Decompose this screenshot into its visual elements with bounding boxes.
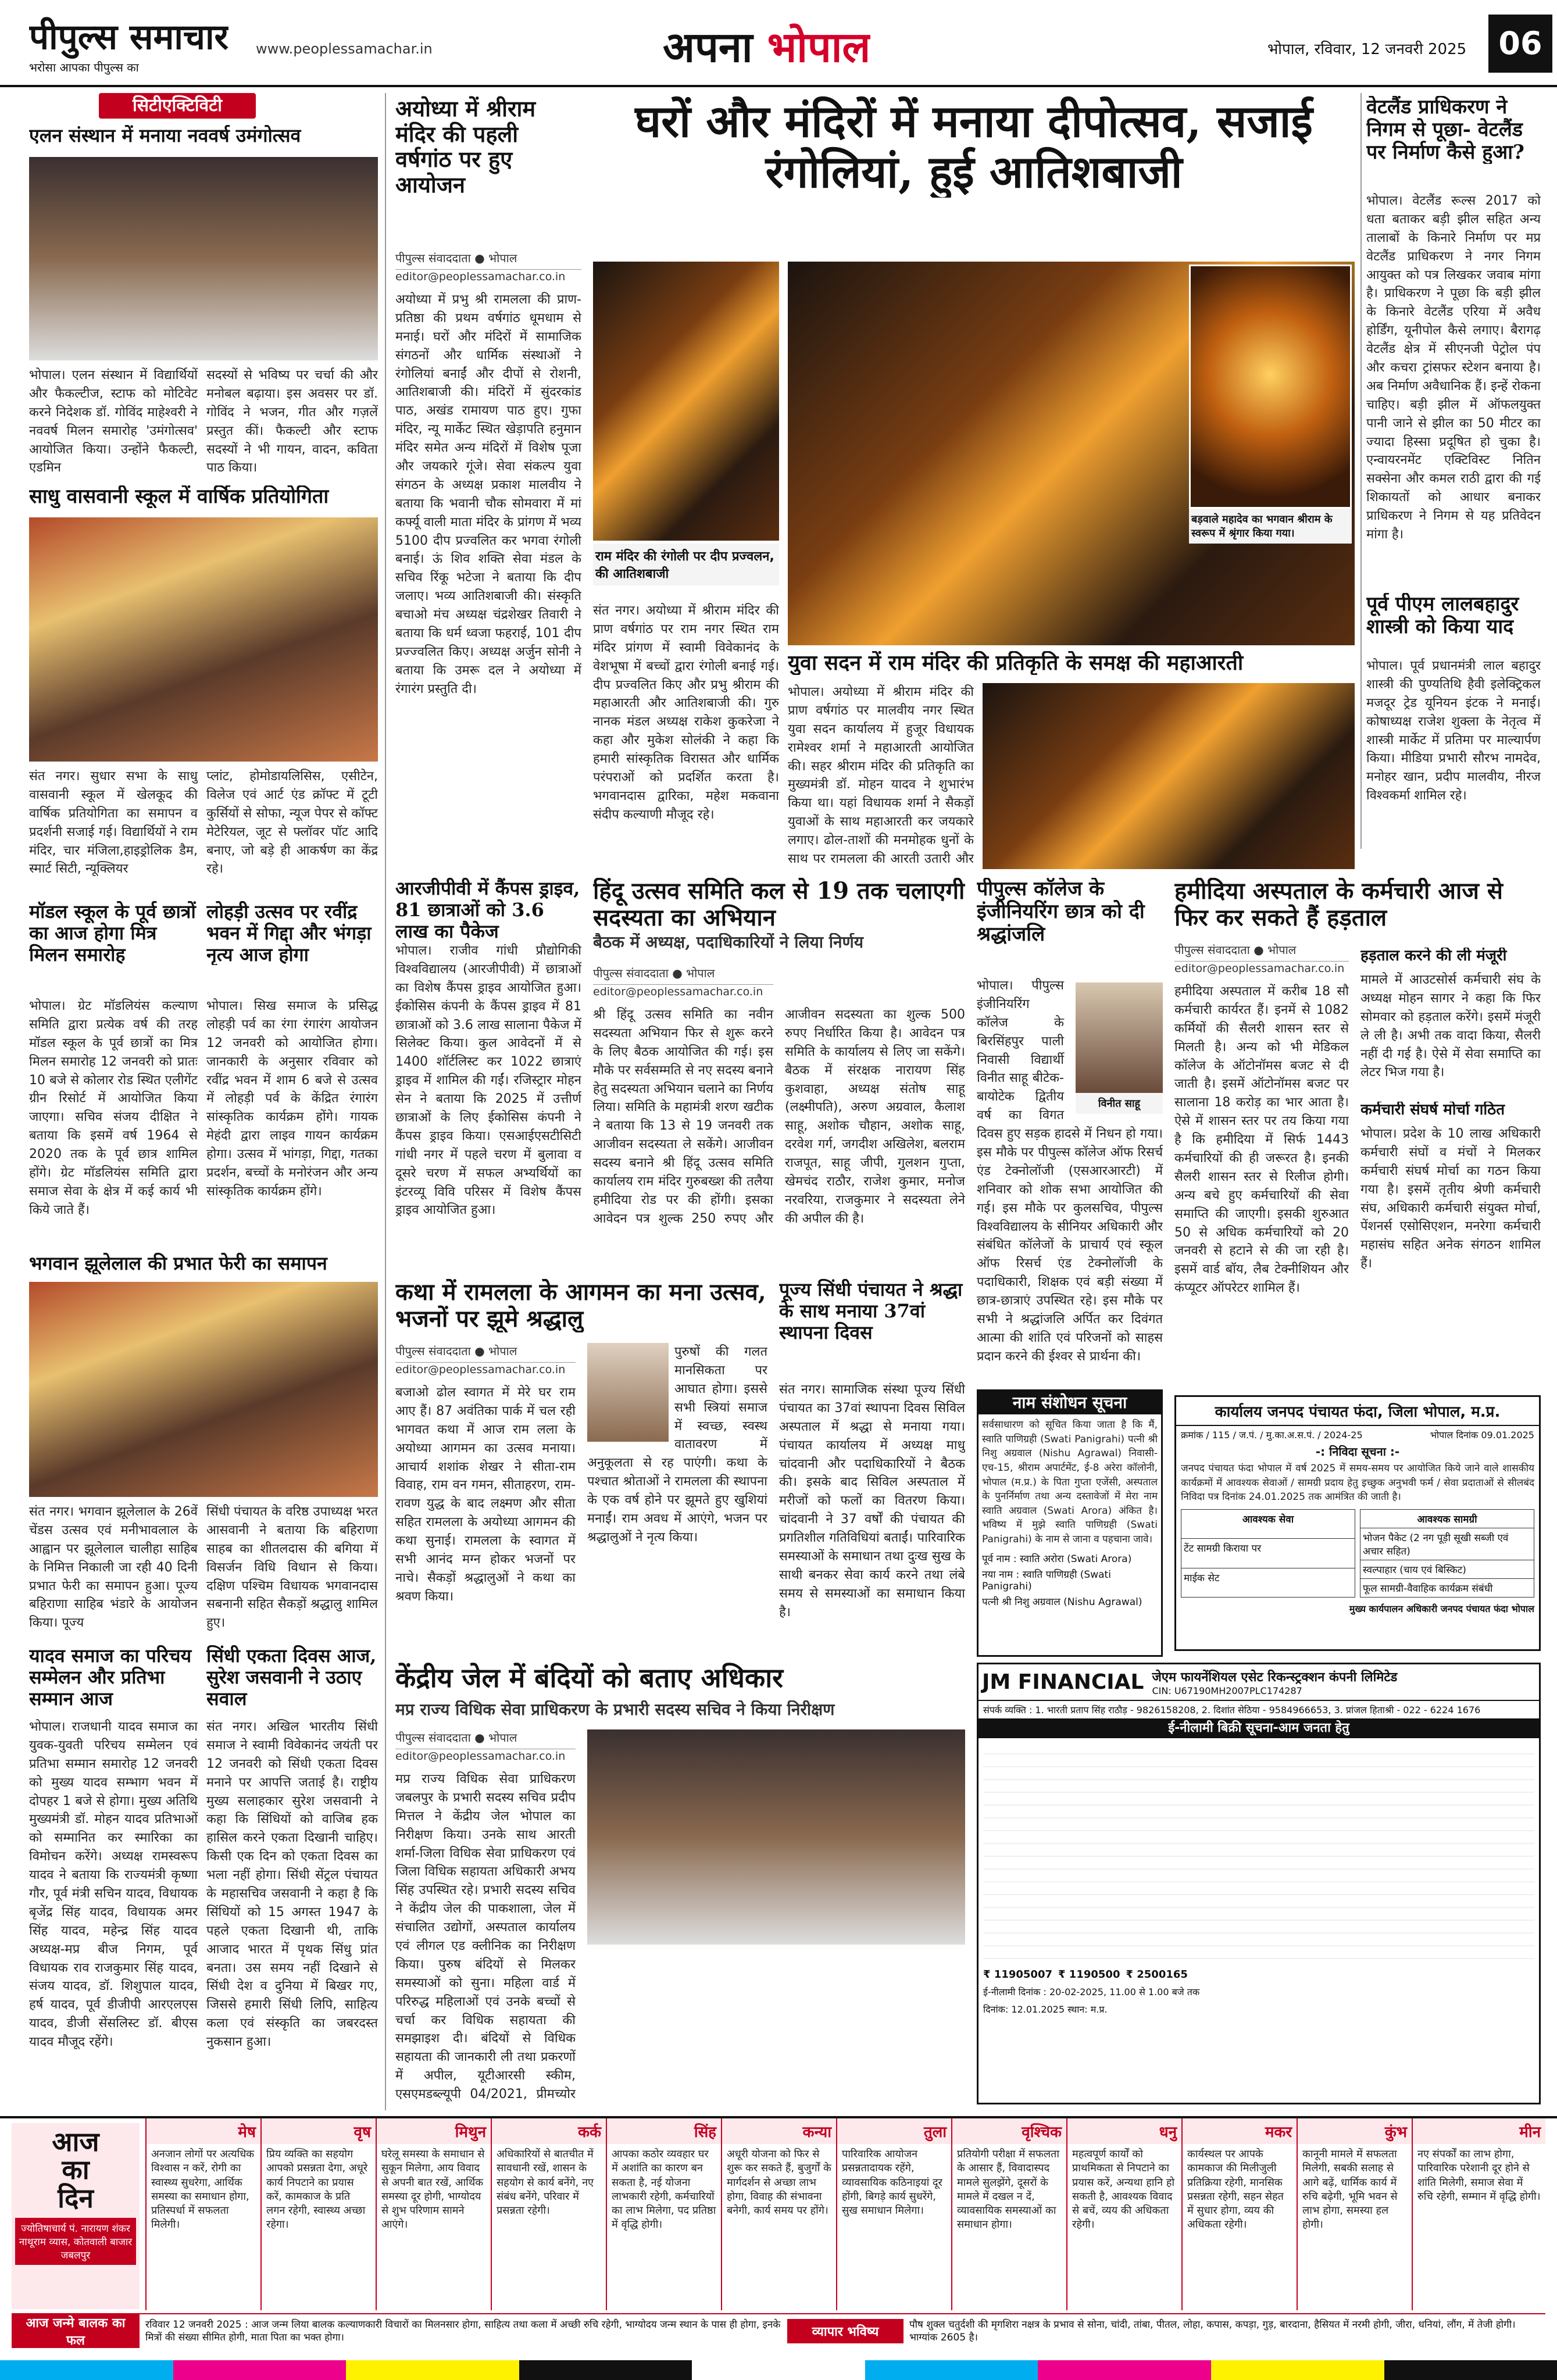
jhulelal-photo [29,1282,378,1497]
vaswani-body-right: प्लांट, होमोडायलिसिस, एसीटेन, विलेज एवं आर्ट एंड क्रॉफ्ट में टूटी कुर्सियों से सोफा, न्यूज पेपर से कॉफ्ट मेटेरियल, जूट से फ्लॉवर पॉट आदि बनाए, जो बड़े ही आकर्षण का केंद्र रहे। [206,769,378,877]
jm-notice-text [983,1742,1534,1963]
allen-body-right: सदस्यों से भविष्य पर चर्चा की और मनोबल बढ़ाया। इस अवसर पर डॉ. गोविंद ने भजन, गीत और गज़लें प्रस्तुत कीं। फैकल्टी और स्टाफ सदस्यों ने भी गायन, वादन, कविता पाठ किया। [206,368,378,476]
ramlalla-quote: पुरुषों की गलत मानसिकता पर आघात होगा। इससे सभी स्त्रियां समाज में स्वच्छ, स्वस्थ वातावरण में अनुकूलता से रह पाएंगी। कथा के पश्चात श्रोताओं ने रामलला की स्थापना के एक वर्ष होने पर झूमते हुए खुशियां मनाईं। राम अवध में आएंगे, भजन पर श्रद्धालुओं ने नृत्य किया। [587,1345,767,1545]
tender-ref: क्रमांक / 115 / ज.पं. / मु.का.अ.स.पं. / 2024-25 [1181,1430,1363,1441]
name-change-head: नाम संशोधन सूचना [979,1391,1161,1414]
jm-contact: संपर्क व्यक्ति : 1. भारती प्रताप सिंह राठौड़ - 9826158208, 2. दिशांत सेठिया - 9584966653, 3. प्रांजल हिताश्री - 022 - 6224 1676 [983,1704,1481,1716]
name-change-body: सर्वसाधारण को सूचित किया जाता है कि मैं, स्वाति पाणिग्रही (Swati Panigrahi) पत्नी श्री निशु अग्रवाल (Nishu Agrawal) निवासी-एच-15, श्रीराम अपार्टमेंट, ई-8 अरेरा कॉलोनी, भोपाल (म.प्र.) के पिता गुप्ता एजेंसी, अस्पताल के पुनर्निर्माण तथा अन्य दस्तावेजों में मेरा नाम स्वाति अग्रवाल (Swati Arora) अंकित है। भविष्य में मुझे स्वाति पाणिग्रही (Swati Panigrahi) के नाम से जाना व पहचाना जावे। [982,1419,1158,1546]
tender-head: कार्यालय जनपद पंचायत फंदा, जिला भोपाल, म.प्र. [1176,1397,1539,1426]
vaswani-body-left: संत नगर। सुधार सभा के साधु वासवानी स्कूल में खेलकूद की वार्षिक प्रतियोगिता का समापन व प्रदर्शनी सजाई गई। विद्यार्थियों ने राम मंदिर, चार मंजिला,हाइड्रोलिक डैम, स्मार्ट सिटी, न्यूक्लियर [29,769,198,877]
masthead [0,0,1557,87]
name-change-new: नया नाम : स्वाति पाणिग्रही (Swati Panigrahi) [982,1568,1111,1592]
horoscope-title: आज का दिन ज्योतिषाचार्य पं. नारायण शंकर नाथूराम व्यास, कोतवाली बाजार जबलपुर [12,2123,140,2309]
hamidia-email[interactable]: editor@peoplessamachar.co.in [1174,962,1345,975]
yadav-body: भोपाल। राजधानी यादव समाज का युवक-युवती परिचय सम्मेलन एवं प्रतिभा सम्मान समारोह 12 जनवरी को मुख्य यादव सम्भाग भवन में दोपहर 1 बजे से होगा। मुख्य अतिथि मुख्यमंत्री डॉ. मोहन यादव प्रतिभाओं को सम्मानित कर स्मारिका का विमोचन करेंगे। अध्यक्ष रामस्वरूप यादव ने बताया कि राज्यमंत्री कृष्णा गौर, पूर्व मंत्री सचिन यादव, विधायक बृजेंद्र सिंह यादव, विधायक अमर सिंह यादव, महेन्द्र सिंह यादव अध्यक्ष-मप्र बीज निगम, पूर्व विधायक राव राजकुमार सिंह यादव, संजय यादव, डॉ. शिशुपाल यादव, हर्ष यादव, पूर्व डीजीपी आरएलएस यादव, डीजी सेंसलिस्ट डॉ. बीएस यादव मौजूद रहेंगे। [29,1720,198,2050]
column-divider [1360,93,1362,849]
astrologer: ज्योतिषाचार्य पं. नारायण शंकर नाथूराम व्यास, कोतवाली बाजार जबलपुर [15,2218,136,2265]
ramlalla-body: बजाओ ढोल स्वागत में मेरे घर राम आए हैं। 87 अवंतिका पार्क में चल रही भागवत कथा में आज राम लला के अयोध्या आगमन का उत्सव मनाया। आचार्य शशांक शेखर ने सीता-राम विवाह, राम वन गमन, सीताहरण, राम-रावण युद्ध के बाद लक्ष्मण और सीता सहित रामलला के अयोध्या आगमन की कथा सुनाई। रामलला के स्वागत में सभी आनंद मग्न होकर भजनों पर नाचे। सैकड़ों श्रद्धालुओं ने कथा का श्रवण किया। [395,1385,576,1604]
business-label: व्यापार भविष्य [787,2319,904,2343]
vaswani-photo [29,517,378,762]
jm-due: ₹ 2500165 [1126,1968,1188,1981]
jhulelal-body-right: सिंधी पंचायत के वरिष्ठ उपाध्यक्ष भरत आसवानी ने बताया कि बहिराणा साहब का शीतलदास की बगिया में विसर्जन विधि विधान से किया। दक्षिण पश्चिम विधायक भगवानदास सबनानी सहित सैकड़ों श्रद्धालु शामिल हुए। [206,1505,378,1631]
lead-body: संत नगर। अयोध्या में श्रीराम मंदिर की प्राण वर्षगांठ पर राम नगर स्थित राम मंदिर प्रांगण में स्वामी विवेकानंद के वेशभूषा में बच्चों द्वारा रंगोली बनाई गई। दीप प्रज्वलित किए और प्रभु श्रीराम की महाआरती और आतिशबाजी की। गुरु नानक मंडल अध्यक्ष राकेश कुकरेजा ने कहा और मुकेश सोलंकी ने कहा कि हमारी सांस्कृतिक विरासत और धार्मिक परंपराओं को प्रदर्शित करता है। भगवानदास द्वारिका, महेश मकवाना संदीप कल्याणी मौजूद रहे। [593,603,779,822]
jail-headline: केंद्रीय जेल में बंदियों को बताए अधिकार [395,1663,783,1693]
zodiac-vrishchik: वृश्चिक प्रतियोगी परीक्षा में सफलता के आसार हैं, विवादास्पद मामले सुलझेंगे, दूसरों के मामले में दखल न दें, व्यावसायिक समस्याओं का समाधान होगा। [951,2118,1066,2310]
lead-photo-caption: राम मंदिर की रंगोली पर दीप प्रज्वलन, की आतिशबाजी [593,544,779,585]
vaswani-headline: साधु वासवानी स्कूल में वार्षिक प्रतियोगिता [29,485,329,508]
ayodhya-email[interactable]: editor@peoplessamachar.co.in [395,270,566,283]
lead-photo-rangoli [593,262,779,541]
hamidia-headline: हमीदिया अस्पताल के कर्मचारी आज से फिर कर सकते हैं हड़ताल [1174,878,1503,931]
jm-emd: ₹ 1190500 [1058,1968,1120,1981]
model-school-headline: मॉडल स्कूल के पूर्व छात्रों का आज होगा मित्र मिलन समारोह [29,901,196,966]
hamidia-body: हमीदिया अस्पताल में करीब 18 सौ कर्मचारी कार्यरत हैं। इनमें से 1082 कर्मियों की सैलरी शासन स्तर से मिलती है। अन्य को भी मेडिकल कॉलेज के ऑटोनॉमस बजट से दी जाती है। इसमें ऑटोनॉमस बजट पर सालाना 18 करोड़ का भार आता है। ऐसे में शासन स्तर पर तय किया गया है कि हमीदिया में सिर्फ 1443 कर्मचारियों की ही जरूरत है। इनकी सैलरी शासन स्तर से रिलीज होगी। अन्य बचे हुए कर्मचारियों की सेवा समाप्ति की जाएगी। इसकी शुरुआत 50 से अधिक कर्मचारियों को 20 जनवरी से हटाने से की जा रही है। इसमें वार्ड बॉय, लैब टेक्नीशियन और कंप्यूटर ऑपरेटर शामिल हैं। [1174,984,1349,1296]
sindhi-ekta-headline: सिंधी एकता दिवस आज, सुरेश जसवानी ने उठाए सवाल [206,1645,377,1710]
print-color-bar [0,2360,1557,2380]
zodiac-vrish: वृष प्रिय व्यक्ति का सहयोग आपको प्रसन्नता देगा, अधूरे कार्य निपटाने का प्रयास करें, कामकाज के प्रति लगन रहेगी, स्वास्थ्य अच्छा रहेगा। [260,2118,376,2310]
name-change-notice [977,1389,1163,1657]
zodiac-kumbh: कुंभ कानूनी मामले में सफलता मिलेगी, सबकी सलाह से आगे बढ़ें, धार्मिक कार्य में रुचि बढ़ेगी, भूमि भवन से लाभ होगा, समस्या हल होगी। [1297,2118,1412,2310]
hindu-utsav-body: श्री हिंदू उत्सव समिति का नवीन सदस्यता अभियान फिर से शुरू करने के लिए बैठक आयोजित की गई। इस मौके पर सर्वसम्मति से नए सदस्य बनाने हेतु सदस्यता अभियान चलाने का निर्णय लिया। समिति के महामंत्री शरण खटीक ने बताया कि 13 से 19 जनवरी तक आजीवन सदस्यता ले सकेंगे। आजीवन सदस्य बनाने श्री हिंदू उत्सव समिति कार्यालय राम मंदिर गुरुबख्श की तलैया हमीदिया रोड पर की होंगी। इसका आवेदन पत्र शुल्क 250 रुपए और आजीवन सदस्यता का शुल्क 500 रुपए निर्धारित किया है। आवेदन पत्र समिति के कार्यालय से लिए जा सकेंगे। बैठक में संरक्षक नारायण सिंह कुशवाहा, अध्यक्ष संतोष साहू (लक्ष्मीपति), अरुण अग्रवाल, कैलाश साहू, अशोक चौहान, अशोक साहू, दरवेश गर्ग, जगदीश अखिलेश, बलराम राजपूत, साहू जीपी, गुलशन गुप्ता, खेमचंद राठौर, राजेश कुमार, मनोज नरवरिया, राजकुमार ने सदस्यता लेने की अपील की है। [593,1007,965,1226]
hindu-utsav-headline: हिंदू उत्सव समिति कल से 19 तक चलाएगी सदस्यता का अभियान [593,878,965,931]
yuva-sadan-photo [983,683,1355,869]
lohri-body: भोपाल। सिख समाज के प्रसिद्ध लोहड़ी पर्व का रंगा रंगारंग आयोजन 12 जनवरी को आयोजित होगा। जानकारी के अनुसार रविवार को रवींद्र भवन में शाम 6 बजे से उत्सव में लोहड़ी पर्व के केंद्रित रंगारंग सांस्कृतिक कार्यक्रम होंगे। गायक मेहंदी द्वारा लाइव गायन कार्यक्रम होगा। उत्सव में भांगड़ा, गिद्दा, गतका प्रदर्शन, बच्चों के मनोरंजन और अन्य सांस्कृतिक कार्यक्रम होंगे। [206,999,378,1199]
model-school-body: भोपाल। ग्रेट मॉडलियंस कल्याण समिति द्वारा प्रत्येक वर्ष की तरह मॉडल स्कूल के पूर्व छात्रों का मित्र मिलन समारोह 12 जनवरी को प्रातः 10 बजे से कोलार रोड स्थित एलीगेंट ग्रीन रिसोर्ट में आयोजित किया जाएगा। सचिव संजय दीक्षित ने बताया कि इसमें वर्ष 1964 से 2020 तक के पूर्व छात्र शामिल होंगे। ग्रेट मॉडलियंस समिति द्वारा समाज सेवा के क्षेत्र में कई कार्य भी किये जाते हैं। [29,999,198,1217]
jm-reserve: ₹ 11905007 [983,1968,1052,1981]
rgpv-body: भोपाल। राजीव गांधी प्रौद्योगिकी विश्वविद्यालय (आरजीपीवी) में छात्राओं का विशेष कैंपस ड्राइव आयोजित हुआ। ईकोसिस कंपनी के कैंपस ड्राइव में 81 छात्राओं को 3.6 लाख सालाना पैकेज में सिलेक्ट किया। कुल आवेदनों में से 1400 शॉर्टलिस्ट कर 1022 छात्राएं ड्राइव में शामिल की गईं। रजिस्ट्रार मोहन सेन ने बताया कि 2025 में उत्तीर्ण छात्राओं के लिए ईकोसिस कंपनी ने कैंपस ड्राइव किया। एसआईएसटीसिटी गांधी नगर में पहले चरण में बुलावा व दूसरे चरण में सफल अभ्यर्थियों का इंटरव्यू विवि परिसर में विशेष कैंपस ड्राइव आयोजित हुआ। [395,944,581,1218]
morcha-head: कर्मचारी संघर्ष मोर्चा गठित [1360,1102,1505,1118]
yuva-sadan-body: भोपाल। अयोध्या में श्रीराम मंदिर की प्राण वर्षगांठ पर मालवीय नगर स्थित युवा सदन कार्यालय में हुजूर विधायक रामेश्वर शर्मा ने महाआरती आयोजित की। सहर श्रीराम मंदिर की प्रतिकृति का मुख्यमंत्री डॉ. मोहन यादव ने शुभारंभ किया था। यहां विधायक शर्मा ने सैकड़ों युवाओं के साथ महाआरती कर जयकारे लगाए। ढोल-ताशों की मनमोहक धुनों के साथ पर रामलला की आरती उतारी और [788,685,974,867]
page-number: 06 [1488,15,1552,73]
section-title: अपना भोपाल [663,23,871,72]
jail-body: मप्र राज्य विधिक सेवा प्राधिकरण जबलपुर के प्रभारी सदस्य सचिव प्रदीप मित्तल ने केंद्रीय जेल भोपाल का निरीक्षण किया। उनके साथ आरती शर्मा-जिला विधिक सेवा प्राधिकरण एवं जिला विधिक सहायता अधिकारी अभय सिंह उपस्थित रहे। प्रभारी सदस्य सचिव ने केंद्रीय जेल की पाकशाला, जेल में संचालित उद्योगों, अस्पताल कार्यालय एवं लीगल एड क्लीनिक का निरीक्षण किया। पुरुष बंदियों से मिलकर समस्याओं को सुना। महिला वार्ड में परिरुद्ध महिलाओं एवं उनके बच्चों से चर्चा कर विधिक सहायता की समझाइश दी। बंदियों से विधिक सहायता की जानकारी ली तथा प्रकरणों में अपील, यूटीआरसी स्कीम, एसएमडब्ल्यूपी 04/2021, प्रीमच्योर [395,1772,576,2102]
jail-photo [587,1729,965,1945]
jm-auction-date: ई-नीलामी दिनांक : 20-02-2025, 11.00 से 1.00 बजे तक [983,1986,1200,1997]
jail-byline: पीपुल्स संवाददाता ● भोपाल [395,1729,576,1749]
jm-logo: JM FINANCIAL [982,1670,1144,1694]
mahadev-caption: बड़वाले महादेव का भगवान श्रीराम के स्वरूप में श्रृंगार किया गया। [1189,509,1352,544]
hindu-utsav-byline: पीपुल्स संवाददाता ● भोपाल [593,965,773,985]
zodiac-tula: तुला पारिवारिक आयोजन प्रसन्नतादायक रहेंगे, व्यावसायिक कठिनाइयां दूर होंगी, बिगड़े कार्य सुधरेंगे, सुख समाधान मिलेगा। [836,2118,951,2310]
column-divider [385,93,386,2110]
birthday-text: रविवार 12 जनवरी 2025 : आज जन्म लिया बालक कल्याणकारी विचारों का मिलनसार होगा, साहित्य तथा कला में अच्छी रुचि रहेगी, भाग्योदय जन्म स्थान के पास ही होगा, इनके मित्रों की संख्या सीमित होगी, माता पिता का भक्त होगा। [145,2318,781,2343]
hindu-utsav-subhead: बैठक में अध्यक्ष, पदाधिकारियों ने लिया निर्णय [593,933,863,952]
wetland-headline: वेटलैंड प्राधिकरण ने निगम से पूछा- वेटलैंड पर निर्माण कैसे हुआ? [1366,96,1524,165]
lohri-headline: लोहड़ी उत्सव पर रवींद्र भवन में गिद्दा और भंगड़ा नृत्य आज होगा [206,901,372,966]
tender-date: भोपाल दिनांक 09.01.2025 [1430,1430,1534,1441]
zodiac-singh: सिंह आपका कठोर व्यवहार घर में अशांति का कारण बन सकता है, नई योजना लाभकारी रहेगी, कर्मचारियों का लाभ मिलेगा, पद प्रतिष्ठा में वृद्धि होगी। [606,2118,721,2310]
allen-photo [29,157,378,360]
zodiac-makar: मकर कार्यस्थल पर आपके कामकाज की मिलीजुली प्रतिक्रिया रहेगी, मानसिक प्रसन्नता रहेगी, सहन सेहत में सुधार होगा, व्यय की अधिकता रहेगी। [1181,2118,1297,2310]
tender-title: -: निविदा सूचना :- [1315,1445,1400,1459]
jhulelal-headline: भगवान झूलेलाल की प्रभात फेरी का समापन [29,1253,327,1274]
horoscope-footer [12,2313,1545,2348]
lead-headline: घरों और मंदिरों में मनाया दीपोत्सव, सजाई रंगोलियां, हुई आतिशबाजी [635,96,1313,198]
peoples-college-headline: पीपुल्स कॉलेज के इंजीनियरिंग छात्र को दी श्रद्धांजलि [977,878,1145,946]
sindhi-panchayat-body: संत नगर। सामाजिक संस्था पूज्य सिंधी पंचायत का 37वां स्थापना दिवस सिविल अस्पताल में श्रद्धा से मनाया गया। पंचायत कार्यालय में अध्यक्ष माधु चांदवानी और पदाधिकारियों ने बैठक की। इसके बाद सिविल अस्पताल में मरीजों को फलों का वितरण किया। चांदवानी ने 37 वर्षों की पंचायत की प्रगतिशील गतिविधियां बताईं। पारिवारिक समस्याओं के समाधान तथा दुःख सुख के साथी बनकर सेवा कार्य करने तथा लंबे समय से समस्याओं का समाधान किया है। [779,1382,965,1620]
ramlalla-byline: पीपुल्स संवाददाता ● भोपाल [395,1343,576,1363]
birthday-label: आज जन्मे बालक का फल [12,2313,140,2348]
ayodhya-headline: अयोध्या में श्रीराम मंदिर की पहली वर्षगांठ पर हुए आयोजन [395,96,536,198]
horoscope-band [0,2116,1557,2349]
zodiac-meen: मीन नए संपर्कों का लाभ होगा, पारिवारिक परेशानी दूर होने से शांति मिलेगी, समाज सेवा में रुचि रहेगी, सम्मान में वृद्धि होगी। [1412,2118,1545,2310]
jm-company: जेएम फायनेंशियल एसेट रिकन्स्ट्रक्शन कंपनी लिमिटेड [1152,1670,1398,1685]
name-change-old: पूर्व नाम : स्वाति अरोरा (Swati Arora) [982,1553,1132,1565]
wetland-body: भोपाल। वेटलैंड रूल्स 2017 को धता बताकर बड़ी झील सहित अन्य तालाबों के किनारे निर्माण पर मप्र वेटलैंड प्राधिकरण ने नगर निगम आयुक्त को पत्र लिखकर जवाब मांगा है। प्राधिकरण ने पूछा कि बड़ी झील के किनारे वेटलैंड एरिया में अवैध होर्डिंग, यूनीपोल कैसे लगाए। बैरागढ़ वेटलैंड क्षेत्र में सीएनजी पेट्रोल पंप और कचरा ट्रांसफर स्टेशन बनाया है। अब निर्माण अवैधानिक हैं। इन्हें रोकना चाहिए। बड़ी झील में ऑफलयुक्त पानी जाने से झील का 50 मीटर का ज्यादा हिस्सा प्रदूषित हो चुका है। एन्वायरनमेंट एक्टिविस्ट नितिन सक्सेना और कमल राठी द्वारा की गई शिकायतों को आधार बनाकर प्राधिकरण ने निगम से यह प्रतिवेदन मांगा है। [1366,194,1541,542]
yuva-sadan-headline: युवा सदन में राम मंदिर की प्रतिकृति के समक्ष की महाआरती [788,651,1244,675]
jm-place-date: दिनांक: 12.01.2025 स्थान: म.प्र. [983,2004,1108,2015]
ayodhya-byline: पीपुल्स संवाददाता ● भोपाल [395,250,581,270]
student-name: विनीत साहू [1076,1093,1163,1114]
ramlalla-headline: कथा में रामलला के आगमन का मना उत्सव, भजनों पर झूमे श्रद्धालु [395,1279,766,1332]
tender-materials-table: आवश्यक सामग्री भोजन पैकेट (2 नग पूड़ी सूखी सब्जी एवं अचार सहित) स्वल्पाहार (चाय एवं बिस्किट) फूल सामग्री-वैवाहिक कार्यक्रम संबंधी [1360,1509,1534,1598]
sindhi-ekta-body: संत नगर। अखिल भारतीय सिंधी समाज ने स्वामी विवेकानंद जयंती पर 12 जनवरी को सिंधी एकता दिवस मनाने पर आपत्ति जताई है। राष्ट्रीय मुख्य सलाहकार सुरेश जसवानी ने कहा कि सिंधियों को वाजिब हक हासिल करने एकता दिखानी चाहिए। किसी एक दिन को एकता दिवस का भला नहीं होगा। सिंधी सेंट्रल पंचायत के महासचिव जसवानी ने कहा है कि सिंधियों को 15 अगस्त 1947 के पहले एकता दिखानी थी, ताकि आजाद भारत में पृथक सिंधु प्रांत बनता। उस समय नहीं दिखाने से सिंधी देश व दुनिया में बिखर गए, जिससे हमारी सिंधी लिपि, साहित्य कला एवं संस्कृति का जबरदस्त नुकसान हुआ। [206,1720,378,2050]
jm-notice-head: ई-नीलामी बिक्री सूचना-आम जनता हेतु [979,1718,1539,1738]
shastri-body: भोपाल। पूर्व प्रधानमंत्री लाल बहादुर शास्त्री की पुण्यतिथि हैवी इलेक्ट्रिकल मजदूर ट्रेड यूनियन इंटक ने मनाई। कोषाध्यक्ष राजेश शुक्ला के नेतृत्व में शास्त्री मार्केट में प्रतिमा पर माल्यार्पण किया। मीडिया प्रभारी सौरभ नामदेव, मनोहर खान, प्रदीप मालवीय, नीरज विश्वकर्मा शामिल रहे। [1366,659,1541,803]
shastri-headline: पूर्व पीएम लालबहादुर शास्त्री को किया याद [1366,593,1519,639]
rgpv-headline: आरजीपीवी में कैंपस ड्राइव, 81 छात्राओं को 3.6 लाख का पैकेज [395,878,580,942]
tender-sign: मुख्य कार्यपालन अधिकारी जनपद पंचायत फंदा भोपाल [1349,1603,1534,1614]
ramlalla-email[interactable]: editor@peoplessamachar.co.in [395,1363,566,1376]
sindhi-panchayat-headline: पूज्य सिंधी पंचायत ने श्रद्धा के साथ मनाया 37वां स्थापना दिवस [779,1279,963,1343]
peoples-college-body: भोपाल। पीपुल्स इंजीनियरिंग कॉलेज के बिरसिंहपुर पाली निवासी विद्यार्थी विनीत साहू बीटेक-बायोटेक द्वितीय वर्ष का विगत दिवस हुए सड़क हादसे में निधन हो गया। इस मौके पर पीपुल्स कॉलेज ऑफ रिसर्च एंड टेक्नोलॉजी (एसआरआरटी) में शनिवार को शोक सभा आयोजित की गई। इस मौके पर कुलसचिव, पीपुल्स विश्वविद्यालय के सीनियर अधिकारी और संबंधित कॉलेजों के प्राचार्य एवं स्कूल ऑफ रिसर्च एंड टेक्नोलॉजी के पदाधिकारी, शिक्षक एवं बड़ी संख्या में छात्र-छात्राएं उपस्थित रहे। इस मौके पर सभी ने श्रद्धांजलि अर्पित कर दिवंगत आत्मा की शांति एवं परिजनों को साहस प्रदान करने की ईश्वर से प्रार्थना की। [977,978,1163,1364]
zodiac-mithun: मिथुन घरेलू समस्या के समाधान से सुकून मिलेगा, आय विवाद से अपनी बात रखें, आर्थिक समस्या दूर होगी, भाग्योदय से शुभ परिणाम सामने आएंगे। [376,2118,491,2310]
allen-headline: एलन संस्थान में मनाया नववर्ष उमंगोत्सव [29,125,301,146]
website-url[interactable]: www.peoplessamachar.in [256,41,433,57]
jail-subhead: मप्र राज्य विधिक सेवा प्राधिकरण के प्रभारी सदस्य सचिव ने किया निरीक्षण [395,1700,835,1719]
yadav-headline: यादव समाज का परिचय सम्मेलन और प्रतिभा सम्मान आज [29,1645,192,1710]
zodiac-kark: कर्क अधिकारियों से बातचीत में सावधानी रखें, शासन के सहयोग से कार्य बनेंगे, नए संबंध बनेंगे, परिवार में प्रसन्नता रहेगी। [491,2118,606,2310]
ayodhya-body: अयोध्या में प्रभु श्री रामलला की प्राण-प्रतिष्ठा की प्रथम वर्षगांठ धूमधाम से मनाई। घरों और मंदिरों में सामाजिक संगठनों और धार्मिक संस्थाओं ने रंगोलियां बनाईं और दीपों से रोशनी, आतिशबाजी की। मंदिरों में सुंदरकांड पाठ, अखंड रामायण पाठ हुए। गुफा मंदिर, न्यू मार्केट स्थित खेड़ापति हनुमान मंदिर समेत अन्य मंदिरों में विशेष पूजा और जयकारे गूंजे। सेवा संकल्प युवा संगठन के अध्यक्ष प्रकाश मालवीय ने बताया कि भवानी चौक सोमवारा में मां कर्फ्यू वाली माता मंदिर के प्रांगण में भव्य 5100 दीप प्रज्वलित कर भगवा रंगोली बनाई। ऊं शिव शक्ति सेवा मंडल के सचिव रिंकू भटेजा ने बताया कि दीप जलाए। भव्य आतिशबाजी की। संस्कृति बचाओ मंच अध्यक्ष चंद्रशेखर तिवारी ने बताया कि धर्म ध्वजा फहराई, 101 दीप प्रज्ज्वलित किए। अध्यक्ष अर्जुन सोनी ने बताया कि उमरू दल ने अयोध्या में रंगारंग प्रस्तुति दी। [395,292,581,696]
section-tag: सिटीएक्टिविटी [99,93,256,119]
morcha-body: भोपाल। प्रदेश के 10 लाख अधिकारी कर्मचारी संघों व मंचों ने मिलकर कर्मचारी संघर्ष मोर्चा का गठन किया गया है। इसमें तृतीय श्रेणी कर्मचारी संघ, अधिकारी कर्मचारी संयुक्त मोर्चा, पेंशनर्स एसोसिएशन, मनरेगा कर्मचारी महासंघ सहित अनेक संगठन शामिल हैं। [1360,1127,1541,1271]
tender-notice [1174,1395,1541,1651]
jm-cin: CIN: U67190MH2007PLC174287 [1152,1685,1302,1696]
name-change-husband: पत्नी श्री निशु अग्रवाल (Nishu Agrawal) [982,1596,1142,1608]
hamidia-side-head: हड़ताल करने की ली मंजूरी [1360,948,1507,964]
jm-financial-ad [977,1663,1541,2104]
zodiac-dhanu: धनु महत्वपूर्ण कार्यों को प्राथमिकता से निपटाने का प्रयास करें, अन्यथा हानि हो सकती है, आवश्यक विवाद से बचें, व्यय की अधिकता रहेगी। [1066,2118,1181,2310]
business-text: पौष शुक्ल चतुर्दशी की मृगशिरा नक्षत्र के प्रभाव से सोना, चांदी, तांबा, पीतल, लोहा, कपास, कपड़ा, गुड़, बारदाना, हैसियत में नरमी होगी, जीरा, धनियां, लौंग, में तेजी होगी। भाग्यांक 2605 है। [909,2318,1516,2343]
zodiac-kanya: कन्या अधूरी योजना को फिर से शुरू कर सकते हैं, बुजुर्गों के मार्गदर्शन से अच्छा लाभ होगा, विवाह की संभावना बनेगी, कार्य समय पर होंगे। [721,2118,836,2310]
hamidia-side-body: मामले में आउटसोर्स कर्मचारी संघ के अध्यक्ष मोहन सागर ने कहा कि फिर सोमवार को हड़ताल करेंगे। इसमें मंजूरी ले ली है। अभी तक वादा किया, सैलरी नहीं दी गई है। ऐसे में सेवा समाप्ति का लेटर भिज गया है। [1360,973,1541,1080]
jhulelal-body-left: संत नगर। भगवान झूलेलाल के 26वें चेंडस उत्सव एवं मनीभावलाल के आह्वान पर झूलेलाल चालीहा साहिब के निमित्त निकाली जा रही 40 दिनी प्रभात फेरी का समापन हुआ। पूज्य बहिराणा साहिब भंडारे के आयोजन किया। पूज्य [29,1505,198,1631]
hindu-utsav-email[interactable]: editor@peoplessamachar.co.in [593,985,763,998]
hamidia-byline: पीपुल्स संवाददाता ● भोपाल [1174,942,1349,962]
zodiac-mesh: मेष अनजान लोगों पर अत्यधिक विश्वास न करें, रोगी का स्वास्थ्य सुधरेगा, आर्थिक समस्या का समाधान होगा, प्रतिस्पर्धा में सफलता मिलेगी। [145,2118,260,2310]
mahadev-photo [1189,265,1352,509]
allen-body-left: भोपाल। एलन संस्थान में विद्यार्थियों और फैकल्टीज, स्टाफ को मोटिवेट करने निदेशक डॉ. गोविंद माहेश्वरी ने नववर्ष मिलन समारोह 'उमंगोत्सव' आयोजित किया। उन्होंने फैकल्टी, एडमिन [29,368,198,476]
dateline: भोपाल, रविवार, 12 जनवरी 2025 [1267,41,1467,58]
tender-body: जनपद पंचायत फंदा भोपाल में वर्ष 2025 में समय-समय पर आयोजित किये जाने वाले शासकीय कार्यक्रमों में आवश्यक सेवाओं / सामग्री प्रदाय हेतु इच्छुक अनुभवी फर्म / सेवा प्रदाताओं से सीलबंद निविदा पत्र दिनांक 24.01.2025 तक आमंत्रित की जाती है। [1181,1463,1534,1503]
jail-email[interactable]: editor@peoplessamachar.co.in [395,1750,566,1763]
tender-services-table: आवश्यक सेवा टेंट सामग्री किराया पर माईक सेट [1181,1509,1355,1598]
brand-logo: पीपुल्स समाचार भरोसा आपका पीपुल्स का [29,17,229,74]
